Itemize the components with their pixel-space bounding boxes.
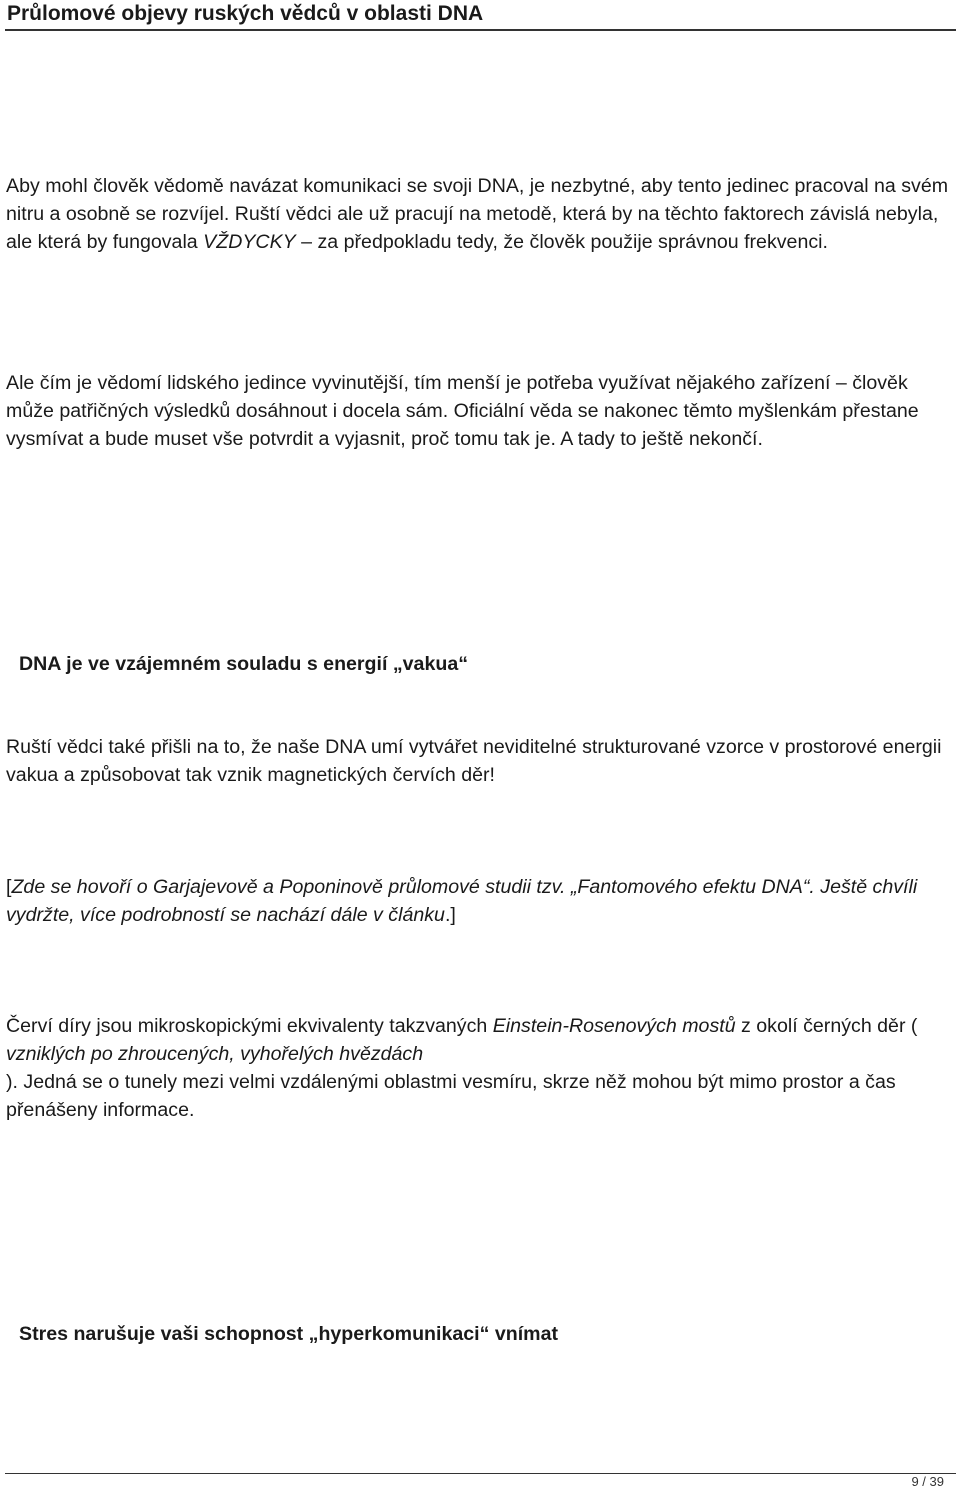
editor-note-close: .]: [444, 904, 456, 926]
paragraph-2: Ale čím je vědomí lidského jedince vyvinutější, tím menší je potřeba využívat nějakého zařízení – člověk může patřičných výsledků dosáhnout i docela sám. Oficiální věda se nakonec těmto myšlenkám přestane vysmívat a bude muset vše potvrdit a vyjasnit, proč tomu tak je. A tady to ještě nekončí.: [6, 372, 919, 450]
paragraph-5-text-3: ). Jedná se o tunely mezi velmi vzdálenými oblastmi vesmíru, skrze něž mohou být mimo prostor a čas přenášeny informace.: [6, 1071, 896, 1121]
paragraph-1-text: Aby mohl člověk vědomě navázat komunikaci se svoji DNA, je nezbytné, aby tento jedinec pracoval na svém nitru a osobně se rozvíjel. Ruští vědci ale už pracují na metodě, která by na těchto faktorech závislá nebyla, ale která by fungovala: [6, 175, 949, 253]
paragraph-5-text: Červí díry jsou mikroskopickými ekvivalenty takzvaných: [6, 1015, 493, 1037]
editor-note: [6, 873, 951, 929]
editor-note-open: [: [6, 876, 12, 898]
paragraph-5-term: Einstein-Rosenových mostů: [492, 1015, 736, 1037]
paragraph-5-aside: vzniklých po zhroucených, vyhořelých hvězdách: [6, 1043, 424, 1065]
paragraph-5: [6, 1012, 951, 1124]
paragraph-1: [6, 172, 951, 256]
paragraph-3: Ruští vědci také přišli na to, že naše DNA umí vytvářet neviditelné strukturované vzorce v prostorové energii vakua a způsobovat tak vznik magnetických červích děr!: [6, 736, 942, 786]
header-divider: [5, 29, 956, 31]
paragraph-1-text-end: – za předpokladu tedy, že člověk použije správnou frekvenci.: [295, 231, 828, 253]
section-heading-stress: Stres narušuje vaši schopnost „hyperkomunikaci“ vnímat: [19, 1323, 559, 1345]
editor-note-text: Zde se hovoří o Garjajevově a Poponinově průlomové studii tzv. „Fantomového efektu DNA“. Ještě chvíli vydržte, více podrobností se nachází dále v článku: [6, 876, 918, 926]
paragraph-1-emphasis: VŽDYCKY: [203, 231, 296, 253]
document-title: Průlomové objevy ruských vědců v oblasti DNA: [7, 2, 484, 25]
section-heading-vacuum: DNA je ve vzájemném souladu s energií „vakua“: [19, 653, 469, 675]
footer-divider: [5, 1473, 956, 1474]
paragraph-5-text-2: z okolí černých děr (: [735, 1015, 918, 1037]
page-number: 9 / 39: [911, 1474, 944, 1489]
